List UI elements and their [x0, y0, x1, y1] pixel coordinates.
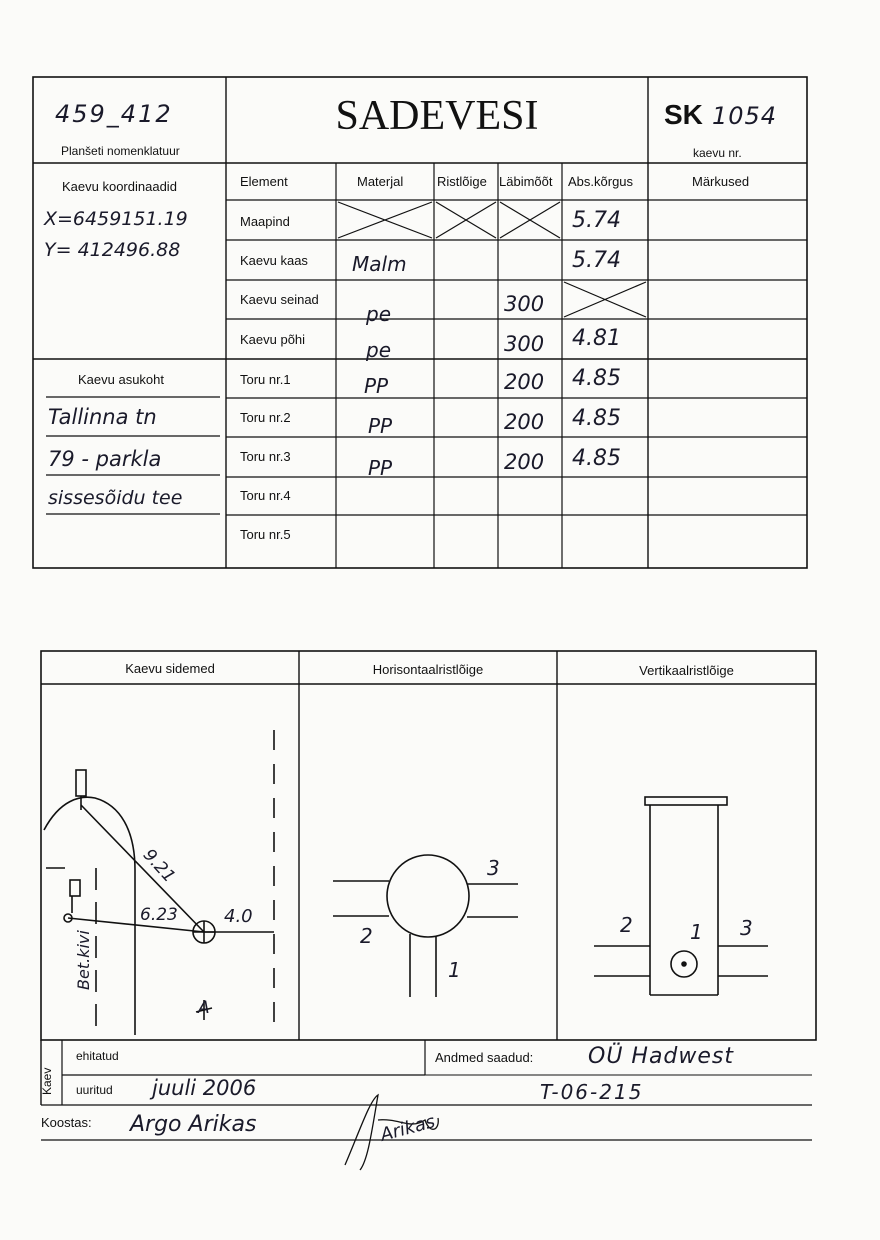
row-element: Toru nr.3 — [240, 449, 291, 464]
diagram-header-ties: Kaevu sidemed — [125, 661, 215, 676]
row-element: Kaevu põhi — [240, 332, 306, 347]
h-pipe-1-label: 1 — [448, 958, 461, 982]
row-diameter: 200 — [504, 410, 545, 434]
col-header-notes: Märkused — [692, 174, 750, 189]
tie-distance-2: 6.23 — [140, 905, 178, 925]
tie-distance-1: 9.21 — [138, 845, 180, 887]
v-pipe-1-label: 1 — [690, 920, 703, 944]
row-height: 5.74 — [572, 208, 621, 233]
sheet-label: Planšeti nomenklatuur — [61, 144, 180, 158]
row-height: 4.85 — [572, 406, 621, 431]
diagram-header-horizontal: Horisontaalristlõige — [372, 662, 484, 677]
row-element: Kaevu kaas — [240, 253, 308, 268]
row-diameter: 300 — [504, 292, 545, 316]
sheet-number: 459_412 — [55, 100, 173, 128]
h-pipe-3-label: 3 — [487, 856, 500, 880]
location-line-1: Tallinna tn — [48, 405, 157, 429]
author-value: Argo Arikas — [130, 1112, 257, 1137]
coordinates-label: Kaevu koordinaadid — [62, 179, 177, 194]
data-from-ref: T-06-215 — [540, 1080, 644, 1104]
v-pipe-3-label: 3 — [740, 916, 753, 940]
row-height: 5.74 — [572, 248, 621, 273]
col-header-cross: Ristlõige — [437, 174, 487, 189]
row-height: 4.85 — [572, 446, 621, 471]
built-label: ehitatud — [76, 1049, 119, 1063]
row-material: PP — [364, 374, 389, 398]
well-number: 1054 — [712, 102, 778, 130]
row-element: Toru nr.5 — [240, 527, 291, 542]
row-diameter: 200 — [504, 450, 545, 474]
row-element: Maapind — [240, 214, 290, 229]
tie-elevation: 4.0 — [224, 906, 253, 927]
row-element: Kaevu seinad — [240, 292, 319, 307]
row-material: pe — [366, 302, 391, 326]
row-material: PP — [368, 414, 393, 438]
location-line-2: 79 - parkla — [48, 447, 162, 471]
well-side-label: Kaev — [40, 1067, 54, 1095]
col-header-element: Element — [240, 174, 288, 189]
coordinate-y: Y= 412496.88 — [44, 239, 181, 261]
row-diameter: 300 — [504, 332, 545, 356]
well-prefix: SK — [664, 99, 703, 130]
row-diameter: 200 — [504, 370, 545, 394]
curb-label: Bet.kivi — [74, 930, 93, 990]
v-pipe-2-label: 2 — [620, 913, 633, 937]
col-header-diameter: Läbimõõt — [499, 174, 553, 189]
row-material: PP — [368, 456, 393, 480]
data-from-label: Andmed saadud: — [435, 1050, 534, 1065]
signature: Arikas — [378, 1111, 438, 1146]
author-label: Koostas: — [41, 1115, 92, 1130]
row-height: 4.81 — [572, 326, 621, 351]
page-title: SADEVESI — [335, 93, 539, 139]
well-label: kaevu nr. — [693, 146, 742, 160]
data-from-value: OÜ Hadwest — [588, 1044, 735, 1069]
surveyed-value: juuli 2006 — [152, 1076, 257, 1100]
row-material: pe — [366, 338, 391, 362]
h-pipe-2-label: 2 — [360, 924, 373, 948]
row-element: Toru nr.2 — [240, 410, 291, 425]
location-label: Kaevu asukoht — [78, 372, 165, 387]
surveyed-label: uuritud — [76, 1083, 113, 1097]
direction-mark: A — [198, 998, 210, 1018]
row-material: Malm — [352, 252, 407, 276]
vertical-section — [594, 797, 768, 995]
row-element: Toru nr.4 — [240, 488, 291, 503]
diagram-header-vertical: Vertikaalristlõige — [639, 663, 734, 678]
row-element: Toru nr.1 — [240, 372, 291, 387]
location-line-3: sissesõidu tee — [48, 487, 183, 509]
row-height: 4.85 — [572, 366, 621, 391]
coordinate-x: X=6459151.19 — [44, 208, 188, 230]
col-header-height: Abs.kõrgus — [568, 174, 634, 189]
col-header-material: Materjal — [357, 174, 404, 189]
